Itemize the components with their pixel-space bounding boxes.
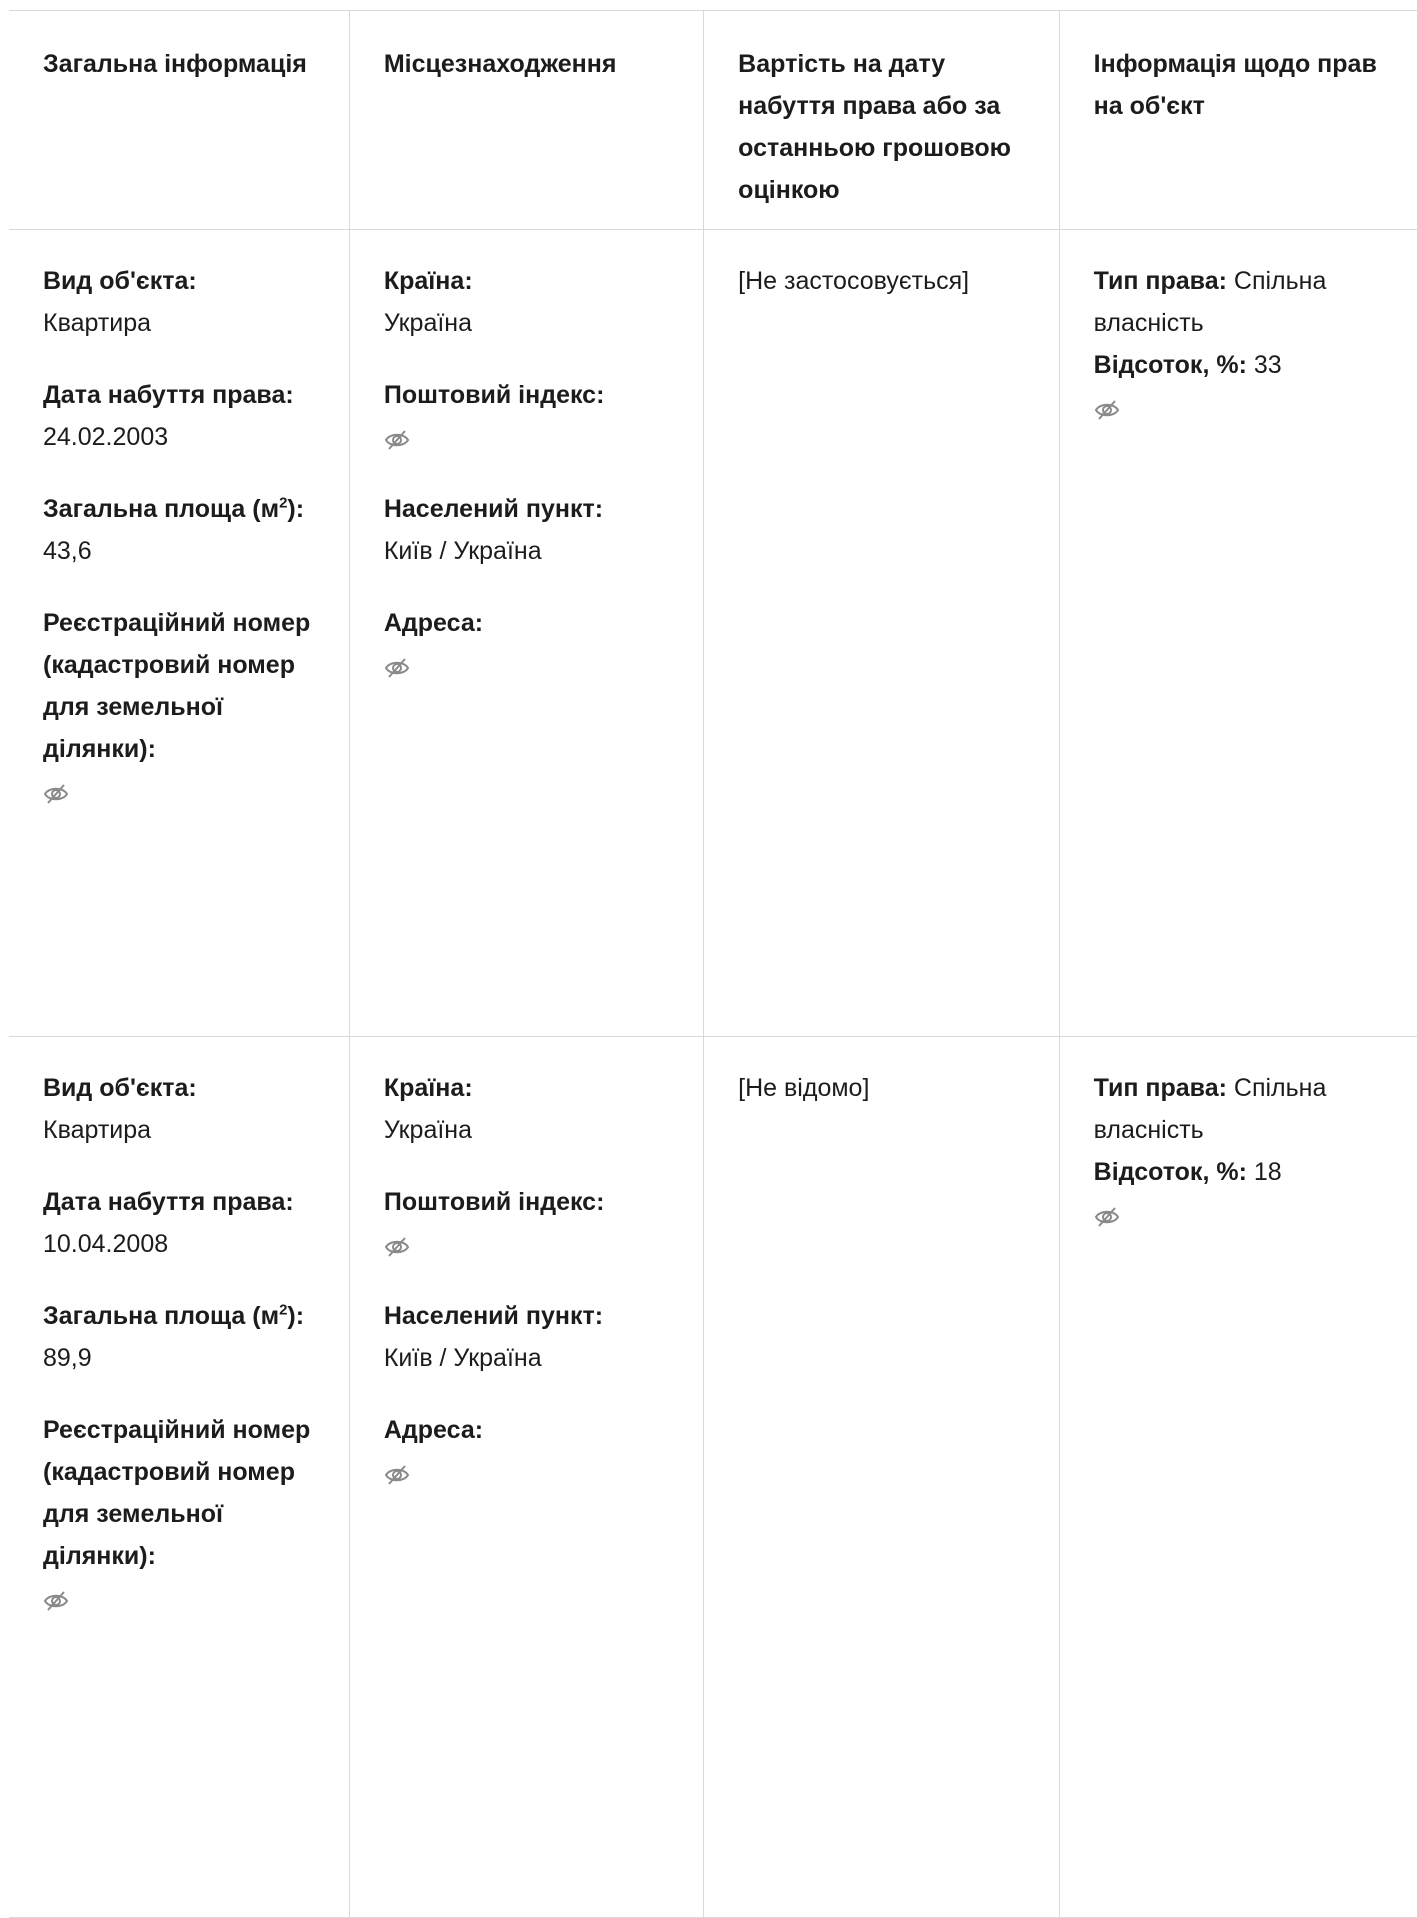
reg-number-label: Реєстраційний номер (кадастровий номер для земельної ділянки):: [43, 1416, 311, 1570]
locality-value: Київ / Україна: [383, 537, 542, 565]
right-type-label: Тип права:: [1093, 267, 1227, 295]
postal-code-field: [384, 374, 673, 458]
location-cell: [349, 230, 703, 1037]
country-label: Країна:: [383, 1074, 473, 1102]
object-type-field: [43, 1067, 319, 1151]
acquired-date-value: 24.02.2003: [43, 423, 169, 451]
eye-slash-icon[interactable]: [1094, 398, 1120, 422]
rights-cell: [1059, 1037, 1417, 1918]
eye-slash-icon[interactable]: [43, 782, 69, 806]
object-type-value: Квартира: [43, 309, 152, 337]
eye-slash-icon[interactable]: [384, 1235, 410, 1259]
reg-number-field: [43, 602, 319, 812]
right-type-value: Спільна власність: [1093, 1074, 1327, 1144]
object-type-label: Вид об'єкта:: [43, 1074, 197, 1102]
right-type-field: [1094, 1067, 1387, 1151]
eye-slash-icon[interactable]: [384, 1463, 410, 1487]
location-cell: [349, 1037, 703, 1918]
reg-number-label: Реєстраційний номер (кадастровий номер для земельної ділянки):: [43, 609, 311, 763]
area-value: 89,9: [43, 1344, 92, 1372]
general-info-cell: [9, 230, 349, 1037]
country-label: Країна:: [383, 267, 473, 295]
table-row: [9, 230, 1417, 1037]
country-value: Україна: [383, 1116, 473, 1144]
value-text: [Не відомо]: [738, 1074, 870, 1102]
share-field: [1094, 344, 1387, 386]
share-label: Відсоток, %:: [1093, 1158, 1247, 1186]
general-info-cell: [9, 1037, 349, 1918]
locality-label: Населений пункт:: [383, 495, 604, 523]
address-field: [384, 602, 673, 686]
acquired-date-field: [43, 374, 319, 458]
postal-code-label: Поштовий індекс:: [383, 1188, 605, 1216]
country-field: [384, 1067, 673, 1151]
eye-slash-icon[interactable]: [43, 1589, 69, 1613]
header-general-info: Загальна інформація: [9, 11, 349, 230]
share-value: 18: [1253, 1158, 1282, 1186]
value-text: [Не застосовується]: [738, 267, 970, 295]
table-header-row: [9, 11, 1417, 230]
locality-value: Київ / Україна: [383, 1344, 542, 1372]
area-label: Загальна площа $(м^2)$:: [43, 494, 305, 523]
acquired-date-label: Дата набуття права:: [43, 1188, 294, 1216]
area-field: [43, 488, 319, 572]
object-type-label: Вид об'єкта:: [43, 267, 197, 295]
reg-number-field: [43, 1409, 319, 1619]
eye-slash-icon[interactable]: [1094, 1205, 1120, 1229]
share-label: Відсоток, %:: [1093, 351, 1247, 379]
right-type-field: [1094, 260, 1387, 344]
postal-code-field: [384, 1181, 673, 1265]
eye-slash-icon[interactable]: [384, 428, 410, 452]
share-value: 33: [1253, 351, 1282, 379]
address-label: Адреса:: [383, 1416, 484, 1444]
area-label: Загальна площа $(м^2)$:: [43, 1301, 305, 1330]
right-type-label: Тип права:: [1093, 1074, 1227, 1102]
address-field: [384, 1409, 673, 1493]
object-type-field: [43, 260, 319, 344]
object-type-value: Квартира: [43, 1116, 152, 1144]
right-type-value: Спільна власність: [1093, 267, 1327, 337]
area-value: 43,6: [43, 537, 92, 565]
property-table: [9, 10, 1417, 1918]
eye-slash-icon[interactable]: [384, 656, 410, 680]
address-label: Адреса:: [383, 609, 484, 637]
postal-code-label: Поштовий індекс:: [383, 381, 605, 409]
header-location: Місцезнаходження: [349, 11, 703, 230]
locality-field: [384, 488, 673, 572]
locality-field: [384, 1295, 673, 1379]
acquired-date-label: Дата набуття права:: [43, 381, 294, 409]
table-row: [9, 1037, 1417, 1918]
locality-label: Населений пункт:: [383, 1302, 604, 1330]
header-value: Вартість на дату набуття права або за останньою грошовою оцінкою: [704, 11, 1059, 230]
country-field: [384, 260, 673, 344]
share-field: [1094, 1151, 1387, 1193]
value-cell: [704, 1037, 1059, 1918]
acquired-date-value: 10.04.2008: [43, 1230, 169, 1258]
area-field: [43, 1295, 319, 1379]
country-value: Україна: [383, 309, 473, 337]
rights-cell: [1059, 230, 1417, 1037]
acquired-date-field: [43, 1181, 319, 1265]
value-cell: [704, 230, 1059, 1037]
header-rights-info: Інформація щодо прав на об'єкт: [1059, 11, 1417, 230]
